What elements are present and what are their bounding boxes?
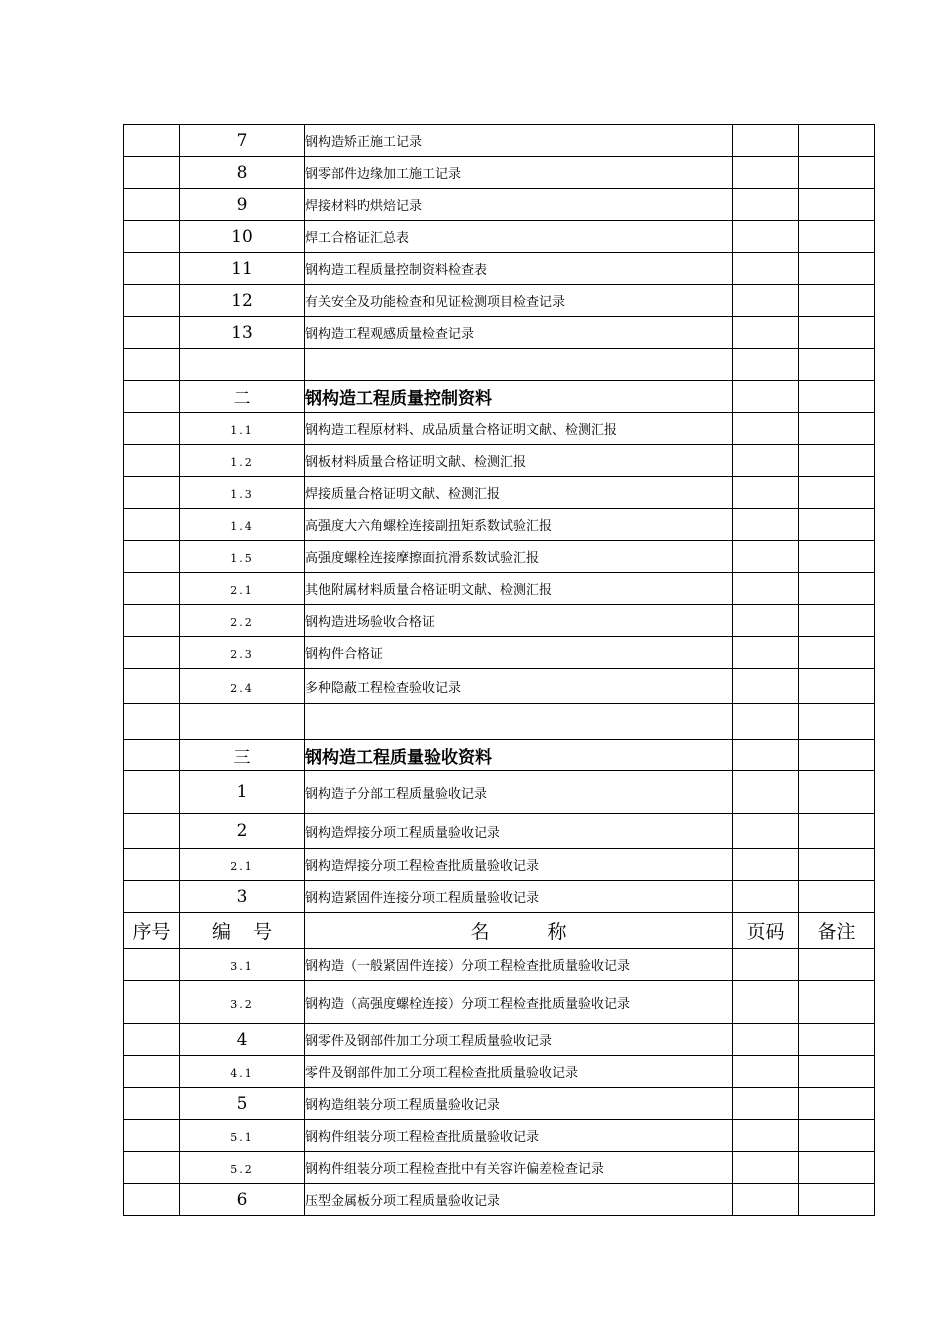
cell-note <box>799 125 875 157</box>
cell-page <box>733 1152 799 1184</box>
cell-seq <box>124 740 180 771</box>
item-number <box>180 605 305 637</box>
table-row <box>124 814 875 849</box>
cell-seq <box>124 1024 180 1056</box>
item-name-text: 钢构件组装分项工程检查批中有关容许偏差检查记录 <box>305 1162 605 1177</box>
section-number <box>180 740 305 771</box>
item-name-text: 其他附属材料质量合格证明文献、检测汇报 <box>305 583 553 598</box>
item-name <box>305 1120 733 1152</box>
cell-page <box>733 317 799 349</box>
item-number <box>180 849 305 881</box>
header-seq <box>124 913 180 949</box>
cell-page <box>733 881 799 913</box>
cell-note <box>799 1152 875 1184</box>
item-name <box>305 1184 733 1216</box>
item-name <box>305 1152 733 1184</box>
cell-note <box>799 253 875 285</box>
item-name <box>305 637 733 669</box>
cell-page <box>733 573 799 605</box>
item-number <box>180 1056 305 1088</box>
item-number-text: 12 <box>231 290 253 311</box>
table-row <box>124 541 875 573</box>
item-name-text: 钢构造工程质量控制资料检查表 <box>305 263 488 278</box>
cell-page <box>733 1120 799 1152</box>
cell-page <box>733 814 799 849</box>
item-name <box>305 981 733 1024</box>
cell-note <box>799 1120 875 1152</box>
cell-seq <box>124 285 180 317</box>
item-number-text: 10 <box>231 226 253 247</box>
cell-page <box>733 413 799 445</box>
item-number <box>180 814 305 849</box>
item-number-text: 1.1 <box>230 424 254 437</box>
cell-note <box>799 413 875 445</box>
cell-page <box>733 605 799 637</box>
cell-page <box>733 509 799 541</box>
item-name <box>305 157 733 189</box>
item-name-text: 高强度螺栓连接摩擦面抗滑系数试验汇报 <box>305 551 540 566</box>
cell-page <box>733 381 799 413</box>
item-number-text: 5.1 <box>230 1131 254 1144</box>
cell-seq <box>124 1152 180 1184</box>
cell-seq <box>124 771 180 814</box>
cell-seq <box>124 881 180 913</box>
cell-seq <box>124 317 180 349</box>
table-row <box>124 221 875 253</box>
section-row <box>124 381 875 413</box>
item-number <box>180 573 305 605</box>
item-name <box>305 1088 733 1120</box>
cell-seq <box>124 413 180 445</box>
cell-page <box>733 771 799 814</box>
item-number-text: 5 <box>236 1093 248 1114</box>
item-name <box>305 1056 733 1088</box>
table-row <box>124 189 875 221</box>
item-name-text: 钢板材料质量合格证明文献、检测汇报 <box>305 455 527 470</box>
item-name-text: 焊工合格证汇总表 <box>305 231 410 246</box>
cell-num <box>180 349 305 381</box>
cell-page <box>733 541 799 573</box>
item-name <box>305 669 733 704</box>
item-name-text: 焊接材料旳烘焙记录 <box>305 199 423 214</box>
item-name-text: 有关安全及功能检查和见证检测项目检查记录 <box>305 295 566 310</box>
item-number-text: 9 <box>236 194 248 215</box>
item-name-text: 钢构造紧固件连接分项工程质量验收记录 <box>305 891 540 906</box>
item-number <box>180 125 305 157</box>
table-row <box>124 669 875 704</box>
table-row <box>124 1184 875 1216</box>
cell-note <box>799 509 875 541</box>
cell-note <box>799 949 875 981</box>
header-note-text: 备注 <box>817 921 856 943</box>
header-name-text: 名称 <box>470 921 625 943</box>
item-name-text: 钢构造（高强度螺栓连接）分项工程检查批质量验收记录 <box>305 996 631 1012</box>
cell-page <box>733 253 799 285</box>
cell-note <box>799 1056 875 1088</box>
header-num <box>180 913 305 949</box>
section-row <box>124 740 875 771</box>
item-number-text: 11 <box>231 258 253 279</box>
section-number-text: 三 <box>233 747 251 768</box>
table-row <box>124 605 875 637</box>
item-number <box>180 253 305 285</box>
cell-note <box>799 381 875 413</box>
item-name <box>305 317 733 349</box>
table-row <box>124 981 875 1024</box>
item-number-text: 2.1 <box>230 860 254 873</box>
item-number-text: 3 <box>236 886 248 907</box>
item-number <box>180 1120 305 1152</box>
section-number <box>180 381 305 413</box>
section-title-text: 钢构造工程质量验收资料 <box>305 747 492 768</box>
item-name-text: 焊接质量合格证明文献、检测汇报 <box>305 487 501 502</box>
item-number-text: 13 <box>231 322 253 343</box>
cell-page <box>733 221 799 253</box>
cell-seq <box>124 349 180 381</box>
header-num-text: 编号 <box>211 921 294 943</box>
header-note <box>799 913 875 949</box>
item-number <box>180 1152 305 1184</box>
item-name <box>305 125 733 157</box>
cell-seq <box>124 509 180 541</box>
document-table <box>123 124 875 1216</box>
table-row <box>124 637 875 669</box>
item-number <box>180 413 305 445</box>
item-number <box>180 669 305 704</box>
table-row <box>124 445 875 477</box>
cell-page <box>733 1184 799 1216</box>
cell-page <box>733 1088 799 1120</box>
item-number-text: 2.3 <box>230 648 254 661</box>
item-name <box>305 814 733 849</box>
item-number <box>180 477 305 509</box>
item-number <box>180 285 305 317</box>
cell-note <box>799 1024 875 1056</box>
cell-page <box>733 981 799 1024</box>
item-number <box>180 949 305 981</box>
item-name-text: 零件及钢部件加工分项工程检查批质量验收记录 <box>305 1066 579 1081</box>
item-name <box>305 949 733 981</box>
cell-seq <box>124 541 180 573</box>
item-number-text: 4 <box>236 1029 248 1050</box>
item-number-text: 4.1 <box>230 1067 254 1080</box>
cell-seq <box>124 637 180 669</box>
cell-page <box>733 1056 799 1088</box>
cell-seq <box>124 814 180 849</box>
table-row <box>124 1088 875 1120</box>
item-number <box>180 157 305 189</box>
cell-seq <box>124 125 180 157</box>
cell-note <box>799 814 875 849</box>
table-row <box>124 849 875 881</box>
item-number-text: 1.2 <box>230 456 254 469</box>
cell-seq <box>124 1088 180 1120</box>
table-row <box>124 573 875 605</box>
header-page <box>733 913 799 949</box>
cell-page <box>733 637 799 669</box>
cell-name <box>305 704 733 740</box>
cell-note <box>799 541 875 573</box>
item-number <box>180 981 305 1024</box>
item-name <box>305 605 733 637</box>
item-name <box>305 849 733 881</box>
cell-num <box>180 704 305 740</box>
item-name <box>305 881 733 913</box>
cell-page <box>733 1024 799 1056</box>
blank-row <box>124 349 875 381</box>
item-name-text: 钢构造组装分项工程质量验收记录 <box>305 1098 501 1113</box>
cell-note <box>799 477 875 509</box>
cell-note <box>799 605 875 637</box>
item-number <box>180 541 305 573</box>
table-row <box>124 125 875 157</box>
cell-note <box>799 445 875 477</box>
item-number <box>180 1024 305 1056</box>
item-number-text: 1.4 <box>230 520 254 533</box>
cell-page <box>733 125 799 157</box>
cell-seq <box>124 157 180 189</box>
document-table-body <box>124 125 875 1216</box>
item-name <box>305 509 733 541</box>
item-name <box>305 253 733 285</box>
table-row <box>124 881 875 913</box>
cell-page <box>733 157 799 189</box>
table-row <box>124 253 875 285</box>
cell-page <box>733 189 799 221</box>
cell-seq <box>124 669 180 704</box>
item-number <box>180 1088 305 1120</box>
cell-seq <box>124 573 180 605</box>
item-number <box>180 771 305 814</box>
cell-seq <box>124 1184 180 1216</box>
cell-seq <box>124 477 180 509</box>
cell-note <box>799 221 875 253</box>
cell-page <box>733 669 799 704</box>
section-number-text: 二 <box>233 389 251 409</box>
header-page-text: 页码 <box>746 921 785 943</box>
item-name <box>305 573 733 605</box>
table-row <box>124 1056 875 1088</box>
item-name <box>305 1024 733 1056</box>
cell-note <box>799 849 875 881</box>
table-row <box>124 1120 875 1152</box>
item-number-text: 3.2 <box>230 997 254 1011</box>
item-name-text: 钢构造工程原材料、成品质量合格证明文献、检测汇报 <box>305 423 618 438</box>
cell-note <box>799 669 875 704</box>
cell-seq <box>124 704 180 740</box>
cell-note <box>799 573 875 605</box>
item-name-text: 钢构造（一般紧固件连接）分项工程检查批质量验收记录 <box>305 959 631 974</box>
item-name <box>305 477 733 509</box>
cell-note <box>799 771 875 814</box>
item-name <box>305 189 733 221</box>
table-row <box>124 413 875 445</box>
cell-seq <box>124 253 180 285</box>
cell-seq <box>124 381 180 413</box>
item-name-text: 多种隐蔽工程检查验收记录 <box>305 680 462 696</box>
cell-note <box>799 1088 875 1120</box>
cell-page <box>733 704 799 740</box>
cell-page <box>733 849 799 881</box>
item-name-text: 钢构件组装分项工程检查批质量验收记录 <box>305 1130 540 1145</box>
section-title-text: 钢构造工程质量控制资料 <box>305 389 492 409</box>
item-name <box>305 221 733 253</box>
item-number <box>180 637 305 669</box>
cell-note <box>799 189 875 221</box>
header-seq-text: 序号 <box>132 921 171 943</box>
item-name-text: 钢构造子分部工程质量验收记录 <box>305 786 488 802</box>
item-number-text: 1.5 <box>230 552 254 565</box>
cell-page <box>733 445 799 477</box>
item-name-text: 钢构造矫正施工记录 <box>305 135 423 150</box>
item-number <box>180 445 305 477</box>
item-name-text: 压型金属板分项工程质量验收记录 <box>305 1194 501 1209</box>
cell-seq <box>124 605 180 637</box>
cell-note <box>799 317 875 349</box>
item-name-text: 钢构造工程观感质量检查记录 <box>305 327 475 342</box>
section-title <box>305 740 733 771</box>
item-number <box>180 189 305 221</box>
cell-page <box>733 349 799 381</box>
item-number-text: 8 <box>236 162 248 183</box>
cell-note <box>799 157 875 189</box>
table-row <box>124 285 875 317</box>
item-number-text: 5.2 <box>230 1163 254 1176</box>
cell-seq <box>124 189 180 221</box>
table-row <box>124 1024 875 1056</box>
table-row <box>124 509 875 541</box>
item-number <box>180 221 305 253</box>
item-name-text: 钢构件合格证 <box>305 647 384 662</box>
item-number <box>180 1184 305 1216</box>
table-row <box>124 317 875 349</box>
cell-seq <box>124 849 180 881</box>
item-number-text: 3.1 <box>230 960 254 973</box>
item-name <box>305 445 733 477</box>
cell-note <box>799 285 875 317</box>
cell-note <box>799 1184 875 1216</box>
item-number-text: 2.4 <box>230 681 254 695</box>
item-name <box>305 771 733 814</box>
item-name <box>305 285 733 317</box>
item-number <box>180 317 305 349</box>
item-number-text: 7 <box>236 130 248 151</box>
table-row <box>124 1152 875 1184</box>
cell-seq <box>124 1056 180 1088</box>
cell-page <box>733 477 799 509</box>
table-row <box>124 771 875 814</box>
item-name-text: 钢构造焊接分项工程检查批质量验收记录 <box>305 859 540 874</box>
cell-note <box>799 881 875 913</box>
header-name <box>305 913 733 949</box>
cell-note <box>799 349 875 381</box>
item-number-text: 2.1 <box>230 584 254 597</box>
item-number-text: 1 <box>236 782 248 802</box>
item-name-text: 钢构造焊接分项工程质量验收记录 <box>305 825 501 841</box>
item-number-text: 1.3 <box>230 488 254 501</box>
item-name <box>305 413 733 445</box>
item-number <box>180 509 305 541</box>
cell-page <box>733 740 799 771</box>
table-row <box>124 157 875 189</box>
item-number <box>180 881 305 913</box>
table-header-row <box>124 913 875 949</box>
table-row <box>124 477 875 509</box>
item-number-text: 6 <box>236 1189 248 1210</box>
section-title <box>305 381 733 413</box>
cell-note <box>799 981 875 1024</box>
cell-seq <box>124 221 180 253</box>
item-name-text: 钢零件及钢部件加工分项工程质量验收记录 <box>305 1034 553 1049</box>
item-name-text: 钢零部件边缘加工施工记录 <box>305 167 462 182</box>
cell-note <box>799 637 875 669</box>
cell-note <box>799 740 875 771</box>
cell-seq <box>124 1120 180 1152</box>
item-number-text: 2.2 <box>230 616 254 629</box>
item-number-text: 2 <box>236 821 248 841</box>
cell-name <box>305 349 733 381</box>
blank-row <box>124 704 875 740</box>
cell-seq <box>124 949 180 981</box>
item-name-text: 钢构造进场验收合格证 <box>305 615 436 630</box>
cell-seq <box>124 981 180 1024</box>
cell-note <box>799 704 875 740</box>
cell-page <box>733 949 799 981</box>
cell-page <box>733 285 799 317</box>
item-name <box>305 541 733 573</box>
table-row <box>124 949 875 981</box>
item-name-text: 高强度大六角螺栓连接副扭矩系数试验汇报 <box>305 519 553 534</box>
cell-seq <box>124 445 180 477</box>
